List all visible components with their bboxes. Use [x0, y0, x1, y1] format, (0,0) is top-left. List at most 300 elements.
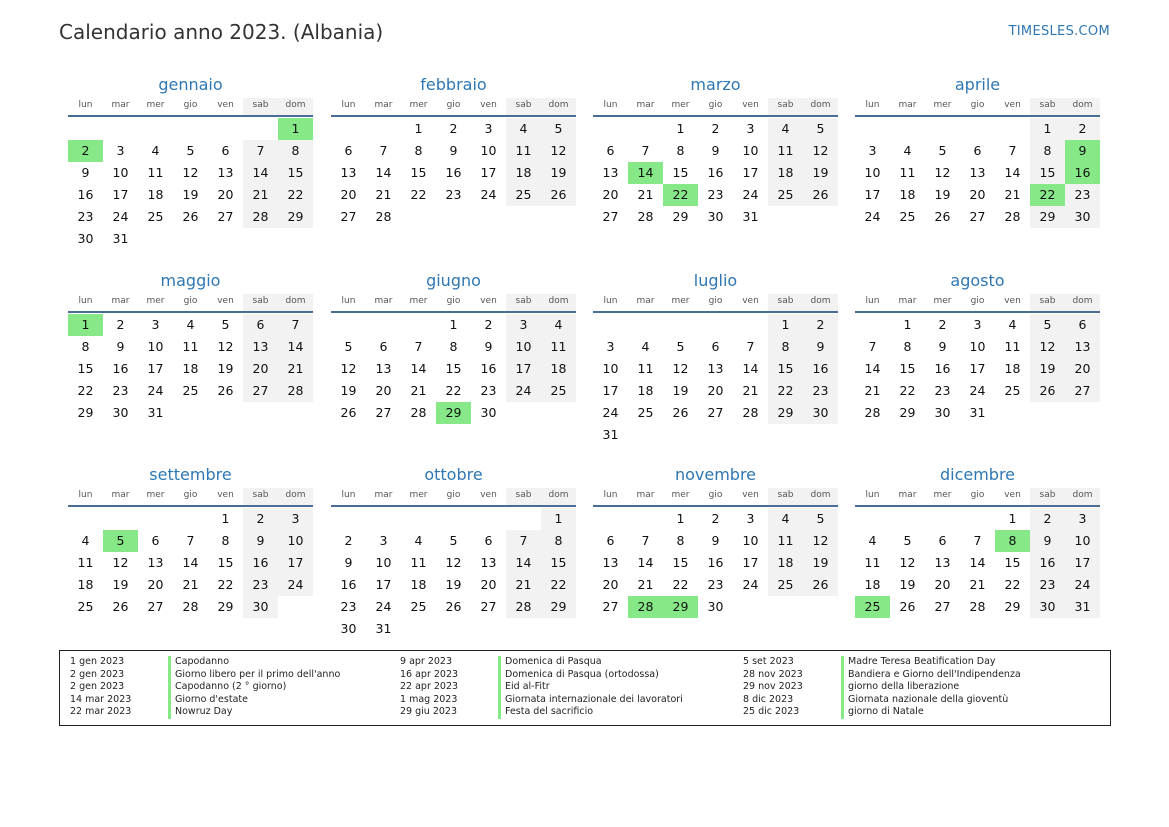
day-cell: 31 — [1065, 596, 1100, 618]
day-cell: 7 — [868, 339, 877, 354]
day-cell: 6 — [1065, 314, 1100, 336]
day-cell: 31 — [375, 621, 392, 636]
day-cell: 30 — [1030, 596, 1065, 618]
month-name: agosto — [950, 271, 1005, 290]
day-cell: 26 — [899, 599, 916, 614]
day-cell: 12 — [1030, 336, 1065, 358]
holiday-name: giorno della liberazione — [841, 681, 959, 694]
day-cell: 1 — [221, 511, 230, 526]
day-cell: 18 — [637, 383, 654, 398]
day-cell: 8 — [278, 140, 313, 162]
day-grid — [68, 314, 313, 424]
month-giugno — [331, 268, 576, 424]
day-cell: 24 — [112, 209, 129, 224]
day-empty — [628, 118, 663, 140]
day-cell: 16 — [1030, 552, 1065, 574]
weekday-label: mer — [409, 296, 428, 306]
day-cell: 12 — [445, 555, 462, 570]
day-cell: 11 — [1004, 339, 1021, 354]
day-cell: 6 — [606, 143, 615, 158]
day-cell: 14 — [1004, 165, 1021, 180]
day-cell: 3 — [973, 317, 982, 332]
day-grid — [331, 118, 576, 228]
holiday-name: Festa del sacrificio — [498, 706, 593, 719]
day-cell: 26 — [445, 599, 462, 614]
day-cell: 20 — [243, 358, 278, 380]
holiday-legend — [59, 650, 1111, 726]
day-grid — [593, 508, 838, 618]
day-empty — [68, 118, 103, 140]
day-cell: 31 — [147, 405, 164, 420]
day-cell: 26 — [217, 383, 234, 398]
month-luglio — [593, 268, 838, 446]
day-empty — [331, 314, 366, 336]
day-cell: 13 — [934, 555, 951, 570]
day-cell: 29 — [541, 596, 576, 618]
day-cell: 2 — [711, 511, 720, 526]
weekday-label: ven — [742, 296, 759, 306]
day-cell: 21 — [410, 383, 427, 398]
day-empty — [103, 508, 138, 530]
day-cell: 3 — [746, 511, 755, 526]
legend-row — [733, 681, 1021, 694]
weekday-label: mar — [374, 100, 393, 110]
holiday-name: Bandiera e Giorno dell'Indipendenza — [841, 669, 1021, 682]
day-cell: 1 — [676, 511, 685, 526]
day-cell: 8 — [221, 533, 230, 548]
weekday-label: dom — [1065, 294, 1100, 311]
day-cell: 20 — [602, 577, 619, 592]
day-grid — [331, 508, 576, 640]
day-cell: 20 — [340, 187, 357, 202]
day-cell: 28 — [864, 405, 881, 420]
weekday-label: sab — [506, 294, 541, 311]
day-cell: 29 — [1030, 206, 1065, 228]
day-cell: 25 — [77, 599, 94, 614]
day-cell: 6 — [973, 143, 982, 158]
legend-row — [60, 706, 340, 719]
day-cell: 14 — [506, 552, 541, 574]
day-cell: 7 — [414, 339, 423, 354]
day-cell: 17 — [969, 361, 986, 376]
month-gennaio — [68, 72, 313, 250]
day-cell: 23 — [445, 187, 462, 202]
day-cell: 23 — [707, 577, 724, 592]
day-cell: 15 — [217, 555, 234, 570]
day-cell: 22 — [77, 383, 94, 398]
day-cell: 10 — [742, 533, 759, 548]
holiday-date: 1 mag 2023 — [400, 693, 458, 705]
weekday-label: gio — [708, 296, 723, 306]
day-cell: 15 — [278, 162, 313, 184]
weekday-label: sab — [768, 488, 803, 505]
day-cell: 7 — [641, 533, 650, 548]
day-cell: 3 — [506, 314, 541, 336]
day-cell: 17 — [147, 361, 164, 376]
day-cell: 25 — [1004, 383, 1021, 398]
holiday-day-cell: 8 — [995, 530, 1030, 552]
day-cell: 19 — [934, 187, 951, 202]
weekday-label: dom — [541, 98, 576, 115]
day-cell: 20 — [602, 187, 619, 202]
month-name: gennaio — [158, 75, 223, 94]
legend-column — [390, 656, 683, 719]
day-cell: 12 — [934, 165, 951, 180]
weekday-label: mer — [146, 100, 165, 110]
day-cell: 16 — [803, 358, 838, 380]
day-cell: 2 — [449, 121, 458, 136]
day-cell: 13 — [707, 361, 724, 376]
day-cell: 13 — [602, 165, 619, 180]
day-empty — [138, 118, 173, 140]
day-cell: 23 — [803, 380, 838, 402]
day-cell: 11 — [506, 140, 541, 162]
day-cell: 21 — [864, 383, 881, 398]
weekday-label: lun — [865, 490, 880, 500]
day-cell: 9 — [81, 165, 90, 180]
day-cell: 12 — [541, 140, 576, 162]
day-cell: 12 — [672, 361, 689, 376]
weekday-label: gio — [970, 490, 985, 500]
day-cell: 14 — [278, 336, 313, 358]
weekday-label: mar — [898, 296, 917, 306]
legend-row — [60, 669, 340, 682]
day-cell: 3 — [1065, 508, 1100, 530]
day-cell: 16 — [340, 577, 357, 592]
day-cell: 17 — [742, 555, 759, 570]
day-cell: 31 — [112, 231, 129, 246]
holiday-date: 29 nov 2023 — [743, 681, 803, 692]
holiday-name: Eid al-Fitr — [498, 681, 550, 694]
day-cell: 29 — [77, 405, 94, 420]
day-cell: 16 — [934, 361, 951, 376]
day-cell: 23 — [340, 599, 357, 614]
weekday-label: sab — [1030, 294, 1065, 311]
day-cell: 6 — [344, 143, 353, 158]
day-cell: 27 — [602, 209, 619, 224]
day-cell: 28 — [506, 596, 541, 618]
day-empty — [506, 508, 541, 530]
day-cell: 3 — [746, 121, 755, 136]
weekday-label: ven — [1004, 100, 1021, 110]
day-cell: 19 — [112, 577, 129, 592]
day-cell: 10 — [506, 336, 541, 358]
day-cell: 16 — [243, 552, 278, 574]
weekday-label: sab — [243, 98, 278, 115]
weekday-header — [68, 98, 313, 117]
day-cell: 2 — [1065, 118, 1100, 140]
day-cell: 15 — [672, 555, 689, 570]
day-cell: 30 — [112, 405, 129, 420]
day-cell: 19 — [217, 361, 234, 376]
day-cell: 31 — [742, 209, 759, 224]
day-cell: 11 — [182, 339, 199, 354]
holiday-date: 9 apr 2023 — [400, 656, 453, 667]
day-empty — [855, 508, 890, 530]
weekday-header — [855, 488, 1100, 507]
day-cell: 6 — [151, 533, 160, 548]
day-cell: 7 — [278, 314, 313, 336]
day-cell: 10 — [602, 361, 619, 376]
weekday-label: sab — [506, 98, 541, 115]
day-cell: 7 — [746, 339, 755, 354]
day-cell: 20 — [217, 187, 234, 202]
weekday-label: mar — [636, 100, 655, 110]
day-cell: 2 — [116, 317, 125, 332]
day-cell: 19 — [541, 162, 576, 184]
brand-link[interactable]: TIMESLES.COM — [1008, 24, 1110, 39]
day-cell: 9 — [711, 533, 720, 548]
weekday-label: sab — [243, 294, 278, 311]
weekday-label: mer — [671, 100, 690, 110]
weekday-header — [593, 294, 838, 313]
day-cell: 15 — [768, 358, 803, 380]
day-cell: 27 — [340, 209, 357, 224]
day-cell: 8 — [414, 143, 423, 158]
day-cell: 7 — [379, 143, 388, 158]
day-cell: 15 — [445, 361, 462, 376]
holiday-name: Giornata nazionale della gioventù — [841, 694, 1008, 707]
day-cell: 19 — [445, 577, 462, 592]
day-cell: 6 — [938, 533, 947, 548]
day-empty — [663, 314, 698, 336]
weekday-label: sab — [768, 98, 803, 115]
day-cell: 6 — [243, 314, 278, 336]
day-cell: 22 — [410, 187, 427, 202]
day-cell: 31 — [969, 405, 986, 420]
day-cell: 27 — [217, 209, 234, 224]
day-cell: 20 — [934, 577, 951, 592]
weekday-label: gio — [446, 100, 461, 110]
day-grid — [855, 118, 1100, 228]
weekday-label: mer — [933, 490, 952, 500]
day-cell: 4 — [903, 143, 912, 158]
day-cell: 14 — [243, 162, 278, 184]
day-empty — [995, 118, 1030, 140]
weekday-header — [855, 98, 1100, 117]
day-cell: 22 — [768, 380, 803, 402]
day-cell: 27 — [243, 380, 278, 402]
day-cell: 13 — [147, 555, 164, 570]
weekday-label: lun — [865, 296, 880, 306]
legend-row — [390, 694, 683, 707]
day-cell: 21 — [969, 577, 986, 592]
holiday-date: 14 mar 2023 — [70, 693, 132, 705]
day-cell: 10 — [1065, 530, 1100, 552]
day-cell: 11 — [541, 336, 576, 358]
day-cell: 1 — [541, 508, 576, 530]
weekday-label: ven — [217, 100, 234, 110]
weekday-label: lun — [78, 100, 93, 110]
day-cell: 11 — [147, 165, 164, 180]
day-cell: 24 — [506, 380, 541, 402]
day-empty — [890, 118, 925, 140]
day-cell: 2 — [803, 314, 838, 336]
month-name: ottobre — [424, 465, 483, 484]
day-cell: 17 — [506, 358, 541, 380]
day-cell: 25 — [147, 209, 164, 224]
day-cell: 15 — [1030, 162, 1065, 184]
day-cell: 16 — [445, 165, 462, 180]
day-cell: 4 — [151, 143, 160, 158]
day-empty — [331, 118, 366, 140]
day-grid — [593, 314, 838, 446]
holiday-date: 16 apr 2023 — [400, 668, 459, 680]
holiday-date: 8 dic 2023 — [743, 693, 794, 705]
day-cell: 28 — [278, 380, 313, 402]
month-dicembre — [855, 462, 1100, 618]
day-cell: 11 — [77, 555, 94, 570]
day-cell: 9 — [1030, 530, 1065, 552]
day-empty — [925, 508, 960, 530]
day-cell: 1 — [1008, 511, 1017, 526]
day-cell: 20 — [480, 577, 497, 592]
day-cell: 14 — [375, 165, 392, 180]
day-cell: 18 — [147, 187, 164, 202]
weekday-label: gio — [970, 100, 985, 110]
day-cell: 15 — [77, 361, 94, 376]
day-cell: 29 — [1004, 599, 1021, 614]
holiday-name: Giornata internazionale dei lavoratori — [498, 694, 683, 707]
day-cell: 7 — [243, 140, 278, 162]
month-name: marzo — [690, 75, 741, 94]
day-cell: 30 — [707, 209, 724, 224]
day-cell: 15 — [541, 552, 576, 574]
weekday-label: lun — [78, 296, 93, 306]
day-cell: 14 — [864, 361, 881, 376]
day-cell: 4 — [81, 533, 90, 548]
day-cell: 10 — [864, 165, 881, 180]
month-name: aprile — [954, 75, 1001, 94]
day-cell: 12 — [217, 339, 234, 354]
month-agosto — [855, 268, 1100, 424]
holiday-date: 2 gen 2023 — [70, 668, 125, 680]
day-cell: 30 — [803, 402, 838, 424]
day-cell: 6 — [379, 339, 388, 354]
weekday-header — [593, 488, 838, 507]
day-cell: 21 — [278, 358, 313, 380]
day-cell: 16 — [480, 361, 497, 376]
weekday-label: gio — [446, 490, 461, 500]
day-grid — [68, 508, 313, 618]
day-cell: 1 — [903, 317, 912, 332]
day-cell: 25 — [768, 184, 803, 206]
day-cell: 26 — [803, 574, 838, 596]
weekday-label: dom — [278, 488, 313, 505]
day-cell: 18 — [506, 162, 541, 184]
day-empty — [401, 508, 436, 530]
day-cell: 6 — [606, 533, 615, 548]
weekday-label: lun — [341, 296, 356, 306]
day-cell: 15 — [1004, 555, 1021, 570]
day-empty — [173, 118, 208, 140]
day-grid — [331, 314, 576, 424]
day-grid — [855, 508, 1100, 618]
holiday-day-cell: 16 — [1065, 162, 1100, 184]
holiday-name: Giorno d'estate — [168, 694, 248, 707]
day-cell: 1 — [768, 314, 803, 336]
day-cell: 10 — [112, 165, 129, 180]
day-cell: 28 — [375, 209, 392, 224]
day-cell: 17 — [742, 165, 759, 180]
day-cell: 18 — [768, 162, 803, 184]
day-cell: 3 — [278, 508, 313, 530]
weekday-label: ven — [742, 490, 759, 500]
day-cell: 14 — [742, 361, 759, 376]
holiday-date: 1 gen 2023 — [70, 656, 125, 667]
month-marzo — [593, 72, 838, 228]
month-name: novembre — [674, 465, 757, 484]
day-cell: 27 — [1065, 380, 1100, 402]
weekday-label: mer — [146, 296, 165, 306]
weekday-header — [855, 294, 1100, 313]
weekday-label: mar — [898, 100, 917, 110]
day-cell: 9 — [938, 339, 947, 354]
weekday-label: sab — [1030, 98, 1065, 115]
month-aprile — [855, 72, 1100, 228]
day-cell: 2 — [243, 508, 278, 530]
day-grid — [855, 314, 1100, 424]
legend-row — [733, 656, 1021, 669]
day-cell: 19 — [340, 383, 357, 398]
weekday-label: gio — [183, 100, 198, 110]
day-grid — [593, 118, 838, 228]
day-cell: 8 — [541, 530, 576, 552]
month-name: settembre — [149, 465, 232, 484]
day-cell: 16 — [707, 165, 724, 180]
day-cell: 11 — [899, 165, 916, 180]
day-cell: 18 — [899, 187, 916, 202]
weekday-label: mar — [111, 296, 130, 306]
holiday-date: 29 giu 2023 — [400, 706, 457, 717]
day-cell: 14 — [410, 361, 427, 376]
day-cell: 15 — [672, 165, 689, 180]
holiday-day-cell: 29 — [663, 596, 698, 618]
day-empty — [593, 314, 628, 336]
day-cell: 10 — [742, 143, 759, 158]
weekday-label: mer — [409, 490, 428, 500]
weekday-label: mar — [111, 100, 130, 110]
day-empty — [733, 314, 768, 336]
day-cell: 22 — [278, 184, 313, 206]
day-cell: 1 — [676, 121, 685, 136]
weekday-label: sab — [768, 294, 803, 311]
day-empty — [401, 314, 436, 336]
day-cell: 7 — [186, 533, 195, 548]
day-cell: 9 — [484, 339, 493, 354]
month-name: maggio — [160, 271, 221, 290]
day-cell: 9 — [711, 143, 720, 158]
day-cell: 12 — [182, 165, 199, 180]
day-cell: 13 — [969, 165, 986, 180]
day-empty — [960, 508, 995, 530]
day-cell: 18 — [410, 577, 427, 592]
day-empty — [243, 118, 278, 140]
day-cell: 26 — [672, 405, 689, 420]
day-cell: 21 — [375, 187, 392, 202]
holiday-day-cell: 25 — [855, 596, 890, 618]
day-cell: 2 — [1030, 508, 1065, 530]
holiday-day-cell: 5 — [103, 530, 138, 552]
day-cell: 22 — [1004, 577, 1021, 592]
weekday-label: gio — [446, 296, 461, 306]
holiday-name: Domenica di Pasqua — [498, 656, 602, 669]
day-cell: 24 — [969, 383, 986, 398]
day-cell: 29 — [278, 206, 313, 228]
day-cell: 10 — [278, 530, 313, 552]
legend-row — [390, 669, 683, 682]
day-cell: 19 — [803, 552, 838, 574]
